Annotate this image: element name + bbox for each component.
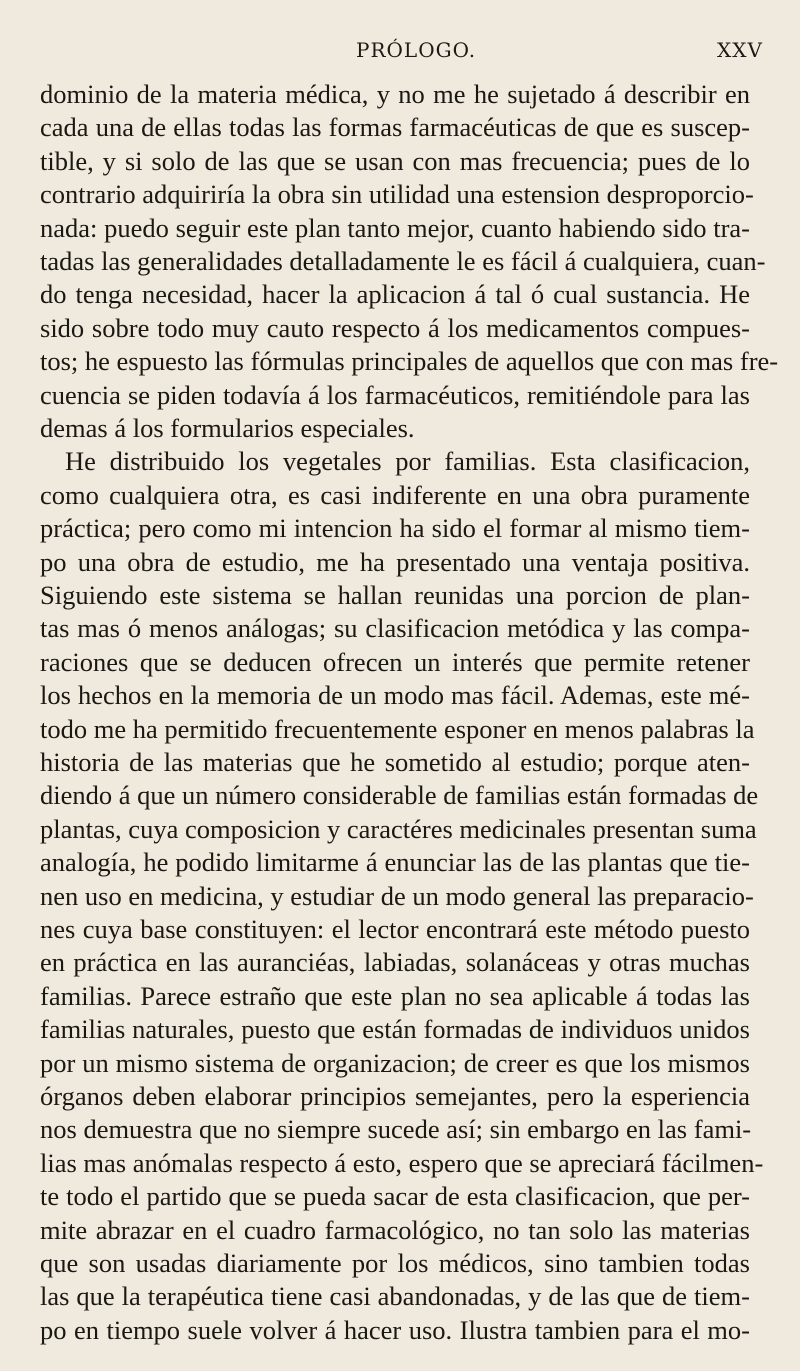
text-line: nes cuya base constituyen: el lector encontrará este método puesto [40, 914, 750, 944]
text-line: familias naturales, puesto que están formadas de individuos unidos [40, 1014, 750, 1045]
text-line: nen uso en medicina, y estudiar de un modo general las preparacio- [40, 880, 754, 911]
text-line: te todo el partido que se pueda sacar de esta clasificacion, que per- [40, 1181, 750, 1212]
paragraph-end-line: demas á los formularios especiales. [40, 413, 415, 443]
text-line: do tenga necesidad, hacer la aplicacion á tal ó cual sustancia. He [40, 279, 750, 310]
text-line: cada una de ellas todas las formas farmacéuticas de que es suscep- [40, 112, 750, 143]
text-line: diendo á que un número considerable de familias están formadas de [40, 780, 759, 811]
text-line: contrario adquiriría la obra sin utilidad una estension desproporcio- [40, 179, 754, 210]
text-line: todo me ha permitido frecuentemente esponer en menos palabras la [40, 713, 755, 744]
text-line: tas mas ó menos análogas; su clasificacion metódica y las compa- [40, 613, 750, 644]
text-line: familias. Parece estraño que este plan no sea aplicable á todas las [40, 980, 750, 1011]
text-line: Siguiendo este sistema se hallan reunidas una porcion de plan- [40, 580, 750, 610]
text-line: práctica; pero como mi intencion ha sido el formar al mismo tiem- [40, 513, 750, 544]
text-line: lias mas anómalas respecto á esto, espero que se apreciará fácilmen- [40, 1147, 764, 1178]
text-line: por un mismo sistema de organizacion; de creer es que los mismos [40, 1047, 750, 1078]
text-line: po una obra de estudio, me ha presentado una ventaja positiva. [40, 546, 750, 577]
text-line: en práctica en las auranciéas, labiadas, solanáceas y otras muchas [40, 947, 750, 978]
text-line: como cualquiera otra, es casi indiferente en una obra puramente [40, 479, 750, 510]
body-text [0, 78, 800, 1348]
text-line: nada: puedo seguir este plan tanto mejor, cuanto habiendo sido tra- [40, 212, 750, 243]
text-line: analogía, he podido limitarme á enunciar las de las plantas que tie- [40, 847, 750, 878]
text-line: órganos deben elaborar principios semejantes, pero la esperiencia [40, 1081, 750, 1111]
running-title: PRÓLOGO. [356, 38, 477, 62]
text-line: plantas, cuya composicion y caractéres medicinales presentan suma [40, 813, 757, 844]
paragraph-first-line: He distribuido los vegetales por familias. Esta clasificacion, [65, 446, 750, 477]
text-line: po en tiempo suele volver á hacer uso. Ilustra tambien para el mo- [40, 1314, 750, 1345]
text-line: cuencia se piden todavía á los farmacéuticos, remitiéndole para las [40, 379, 750, 410]
page-header [0, 38, 800, 68]
text-line: sido sobre todo muy cauto respecto á los medicamentos compues- [40, 312, 750, 343]
text-line: historia de las materias que he sometido al estudio; porque aten- [40, 747, 750, 777]
text-line: los hechos en la memoria de un modo mas fácil. Ademas, este mé- [40, 680, 750, 711]
page-number: XXV [717, 38, 763, 62]
text-line: tible, y si solo de las que se usan con mas frecuencia; pues de lo [40, 145, 750, 176]
text-line: tadas las generalidades detalladamente le es fácil á cualquiera, cuan- [40, 246, 766, 276]
text-line: nos demuestra que no siempre sucede así; sin embargo en las fami- [40, 1114, 752, 1145]
text-line: que son usadas diariamente por los médicos, sino tambien todas [40, 1248, 750, 1278]
text-line: mite abrazar en el cuadro farmacológico, no tan solo las materias [40, 1214, 750, 1245]
text-line: tos; he espuesto las fórmulas principales de aquellos que con mas fre- [40, 346, 779, 377]
text-line: las que la terapéutica tiene casi abandonadas, y de las que de tiem- [40, 1281, 750, 1312]
text-line: dominio de la materia médica, y no me he sujetado á describir en [40, 79, 750, 109]
text-line: raciones que se deducen ofrecen un interés que permite retener [40, 646, 750, 677]
